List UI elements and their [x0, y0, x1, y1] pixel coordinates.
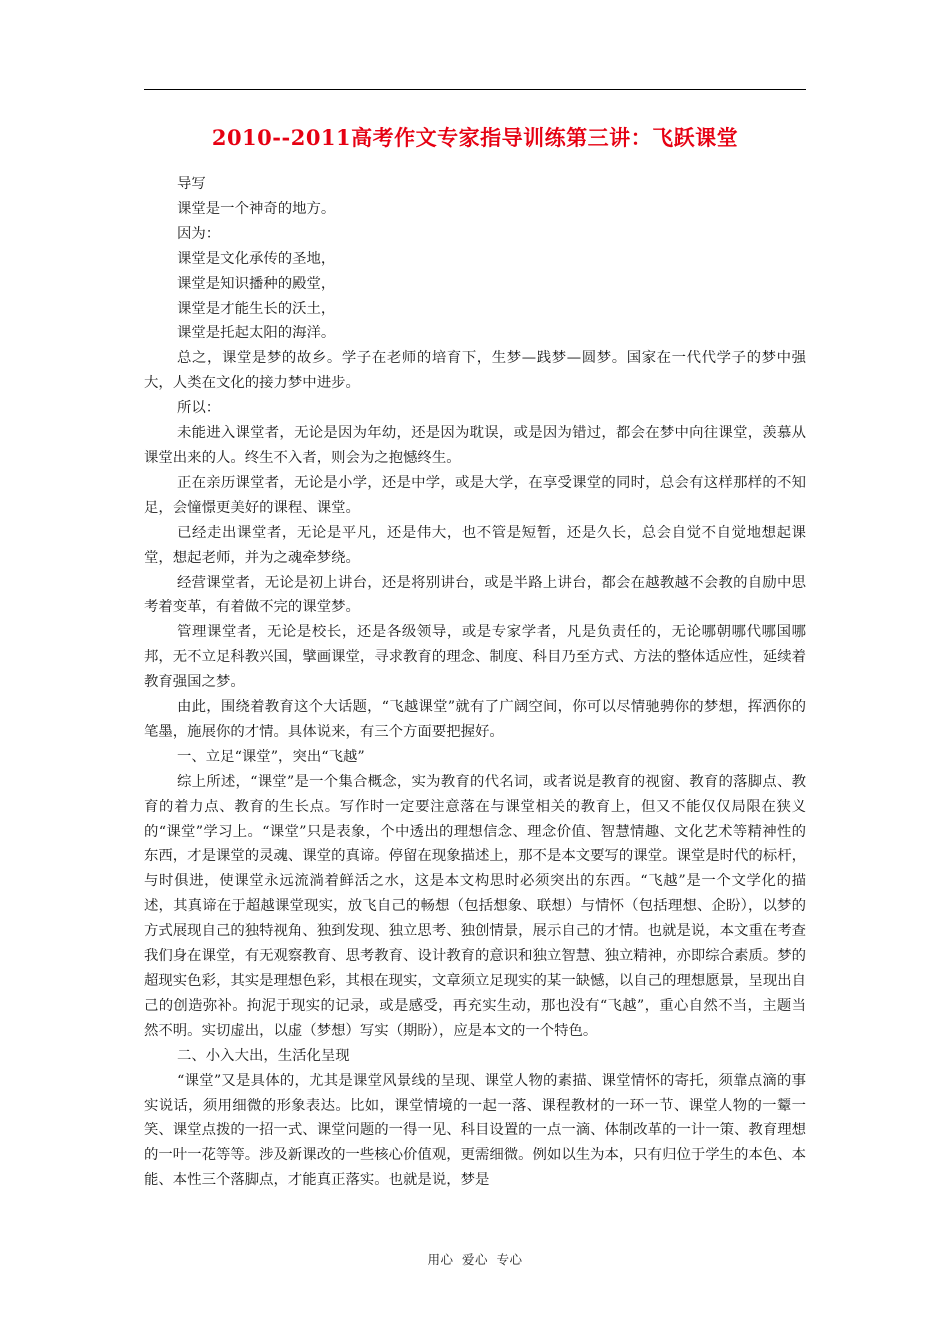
- paragraph: 正在亲历课堂者，无论是小学，还是中学，或是大学，在享受课堂的同时，总会有这样那样的不知足，会憧憬更美好的课程、课堂。: [144, 474, 806, 516]
- section-heading: 一、立足“课堂”，突出“飞越”: [177, 748, 365, 765]
- paragraph: 课堂是托起太阳的海洋。: [177, 325, 336, 342]
- paragraph: “课堂”又是具体的，尤其是课堂风景线的呈现、课堂人物的素描、课堂情怀的寄托，须靠点滴的事实说话，须用细微的形象表达。比如，课堂情境的一起一落、课程教材的一环一节、课堂人物的一颦一笑、课堂点拨的一招一式、课堂问题的一得一见、科目设置的一点一滴、体制改革的一计一策、教育理想的一叶一花等等。涉及新课改的一些核心价值观，更需细微。例如以生为本，只有归位于学生的本色、本能、本性三个落脚点，才能真正落实。也就是说，梦是: [144, 1072, 806, 1189]
- header-rule: [144, 89, 806, 90]
- page-footer: 用心 爱心 专心: [427, 1252, 523, 1267]
- paragraph: 课堂是一个神奇的地方。: [177, 200, 336, 217]
- document-body: [144, 172, 806, 1193]
- paragraph: 经营课堂者，无论是初上讲台，还是将别讲台，或是半路上讲台，都会在越教越不会教的自励中思考着变革，有着做不完的课堂梦。: [144, 574, 806, 616]
- paragraph: 由此，围绕着教育这个大话题，“飞越课堂”就有了广阔空间，你可以尽情驰骋你的梦想，挥洒你的笔墨，施展你的才情。具体说来，有三个方面要把握好。: [144, 699, 806, 740]
- paragraph: 课堂是才能生长的沃土，: [177, 300, 336, 317]
- paragraph: 总之，课堂是梦的故乡。学子在老师的培育下，生梦—践梦—圆梦。国家在一代代学子的梦中强大，人类在文化的接力梦中进步。: [144, 350, 806, 392]
- paragraph: 已经走出课堂者，无论是平凡，还是伟大，也不管是短暂，还是久长，总会自觉不自觉地想起课堂，想起老师，并为之魂牵梦绕。: [144, 524, 806, 566]
- paragraph: 导写: [177, 176, 206, 192]
- paragraph: 课堂是知识播种的殿堂，: [177, 275, 336, 292]
- paragraph: 因为：: [177, 225, 221, 242]
- page-title: 2010--2011高考作文专家指导训练第三讲：飞跃课堂: [211, 125, 739, 150]
- paragraph: 综上所述，“课堂”是一个集合概念，实为教育的代名词，或者说是教育的视窗、教育的落脚点、教育的着力点、教育的生长点。写作时一定要注意落在与课堂相关的教育上，但又不能仅仅局限在狭义的“课堂”学习上。“课堂”只是表象，个中透出的理想信念、理念价值、智慧情趣、文化艺术等精神性的东西，才是课堂的灵魂、课堂的真谛。停留在现象描述上，那不是本文要写的课堂。课堂是时代的标杆，与时俱进，使课堂永远流淌着鲜活之水，这是本文构思时必须突出的东西。“飞越”是一个文学化的描述，其真谛在于超越课堂现实，放飞自己的畅想（包括想象、联想）与情怀（包括理想、企盼），以梦的方式展现自己的独特视角、独到发现、独立思考、独创情景，展示自己的才情。也就是说，本文重在考查我们身在课堂，有无观察教育、思考教育、设计教育的意识和独立智慧、独立精神，亦即综合素质。梦的超现实色彩，其实是理想色彩，其根在现实，文章须立足现实的某一缺憾，以自己的理想愿景，呈现出自己的创造弥补。拘泥于现实的记录，或是感受，再充实生动，那也没有“飞越”，重心自然不当，主题当然不明。实切虚出，以虚（梦想）写实（期盼），应是本文的一个特色。: [144, 773, 806, 1039]
- section-heading: 二、小入大出，生活化呈现: [177, 1047, 350, 1064]
- paragraph: 管理课堂者，无论是校长，还是各级领导，或是专家学者，凡是负责任的，无论哪朝哪代哪国哪邦，无不立足科教兴国，擘画课堂，寻求教育的理念、制度、科目乃至方式、方法的整体适应性，延续着教育强国之梦。: [144, 624, 806, 691]
- paragraph: 课堂是文化承传的圣地，: [177, 250, 336, 267]
- paragraph: 未能进入课堂者，无论是因为年幼，还是因为耽误，或是因为错过，都会在梦中向往课堂，羡慕从课堂出来的人。终生不入者，则会为之抱憾终生。: [144, 425, 806, 466]
- paragraph: 所以：: [177, 400, 221, 417]
